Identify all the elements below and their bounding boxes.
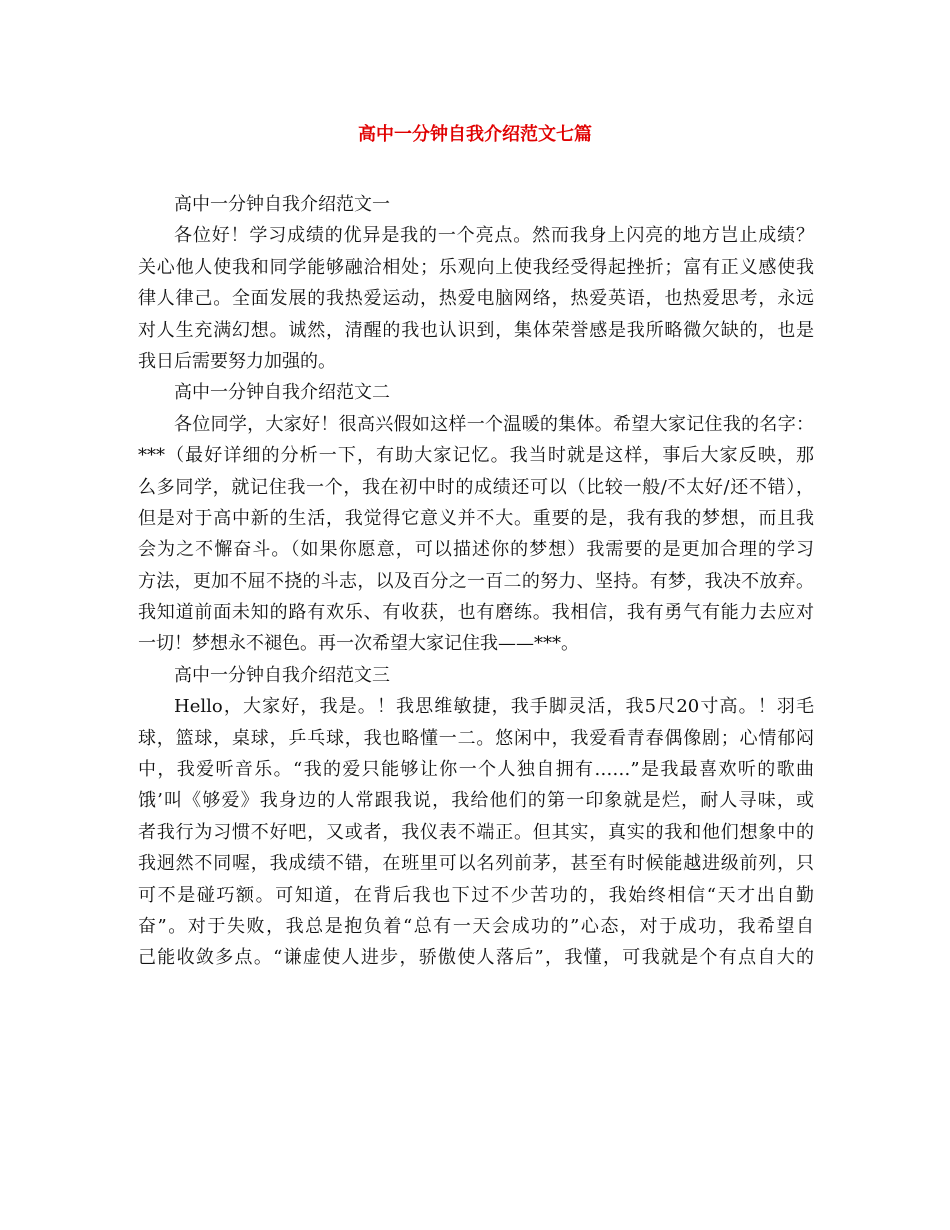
- text-line: 高中一分钟自我介绍范文三: [174, 664, 390, 686]
- text-line: 会为之不懈奋斗。（如果你愿意，可以描述你的梦想）我需要的是更加合理的学习: [138, 539, 814, 561]
- text-line: 对人生充满幻想。诚然，清醒的我也认识到，集体荣誉感是我所略微欠缺的，也是: [138, 319, 814, 341]
- text-line: 者我行为习惯不好吧，又或者，我仪表不端正。但其实，真实的我和他们想象中的: [138, 821, 814, 843]
- document-title: 高中一分钟自我介绍范文七篇: [358, 124, 592, 145]
- text-line: 但是对于高中新的生活，我觉得它意义并不大。重要的是，我有我的梦想，而且我: [138, 507, 814, 529]
- text-line: 己能收敛多点。“谦虚使人进步，骄傲使人落后”，我懂，可我就是个有点自大的: [138, 947, 814, 969]
- text-line: 各位同学，大家好！很高兴假如这样一个温暖的集体。希望大家记住我的名字：: [174, 413, 814, 435]
- text-line: 我知道前面未知的路有欢乐、有收获，也有磨练。我相信，我有勇气有能力去应对: [138, 602, 814, 624]
- text-line: 么多同学，就记住我一个，我在初中时的成绩还可以（比较一般/不太好/还不错），: [138, 476, 814, 498]
- text-line: 方法，更加不屈不挠的斗志，以及百分之一百二的努力、坚持。有梦，我决不放弃。: [138, 570, 814, 592]
- text-line: 我日后需要努力加强的。: [138, 350, 336, 372]
- text-line: 奋”。对于失败，我总是抱负着“总有一天会成功的”心态，对于成功，我希望自: [138, 915, 814, 937]
- text-line: 高中一分钟自我介绍范文一: [174, 194, 390, 215]
- text-line: 饿’叫《够爱》我身边的人常跟我说，我给他们的第一印象就是烂，耐人寻味，或: [138, 790, 814, 812]
- text-line: 我迥然不同喔，我成绩不错，在班里可以名列前茅，甚至有时候能越进级前列，只: [138, 853, 814, 875]
- text-line: 各位好！学习成绩的优异是我的一个亮点。然而我身上闪亮的地方岂止成绩？: [174, 225, 814, 247]
- text-line: 可不是碰巧额。可知道，在背后我也下过不少苦功的，我始终相信“天才出自勤: [138, 884, 814, 906]
- text-line: Hello，大家好，我是。！我思维敏捷，我手脚灵活，我5尺20寸高。！羽毛: [174, 696, 814, 718]
- document-body: [138, 189, 814, 974]
- text-line: 高中一分钟自我介绍范文二: [174, 382, 390, 404]
- text-line: 球，篮球，桌球，乒乓球，我也略懂一二。悠闲中，我爱看青春偶像剧；心情郁闷: [138, 727, 814, 749]
- text-line: 关心他人使我和同学能够融洽相处；乐观向上使我经受得起挫折；富有正义感使我: [138, 256, 814, 278]
- text-line: ***（最好详细的分析一下，有助大家记忆。我当时就是这样，事后大家反映，那: [138, 445, 814, 467]
- text-line: 一切！梦想永不褪色。再一次希望大家记住我——***。: [138, 633, 579, 655]
- text-line: 律人律己。全面发展的我热爱运动，热爱电脑网络，热爱英语，也热爱思考，永远: [138, 288, 814, 310]
- text-line: 中，我爱听音乐。“我的爱只能够让你一个人独自拥有……”是我最喜欢听的歌曲: [138, 759, 814, 781]
